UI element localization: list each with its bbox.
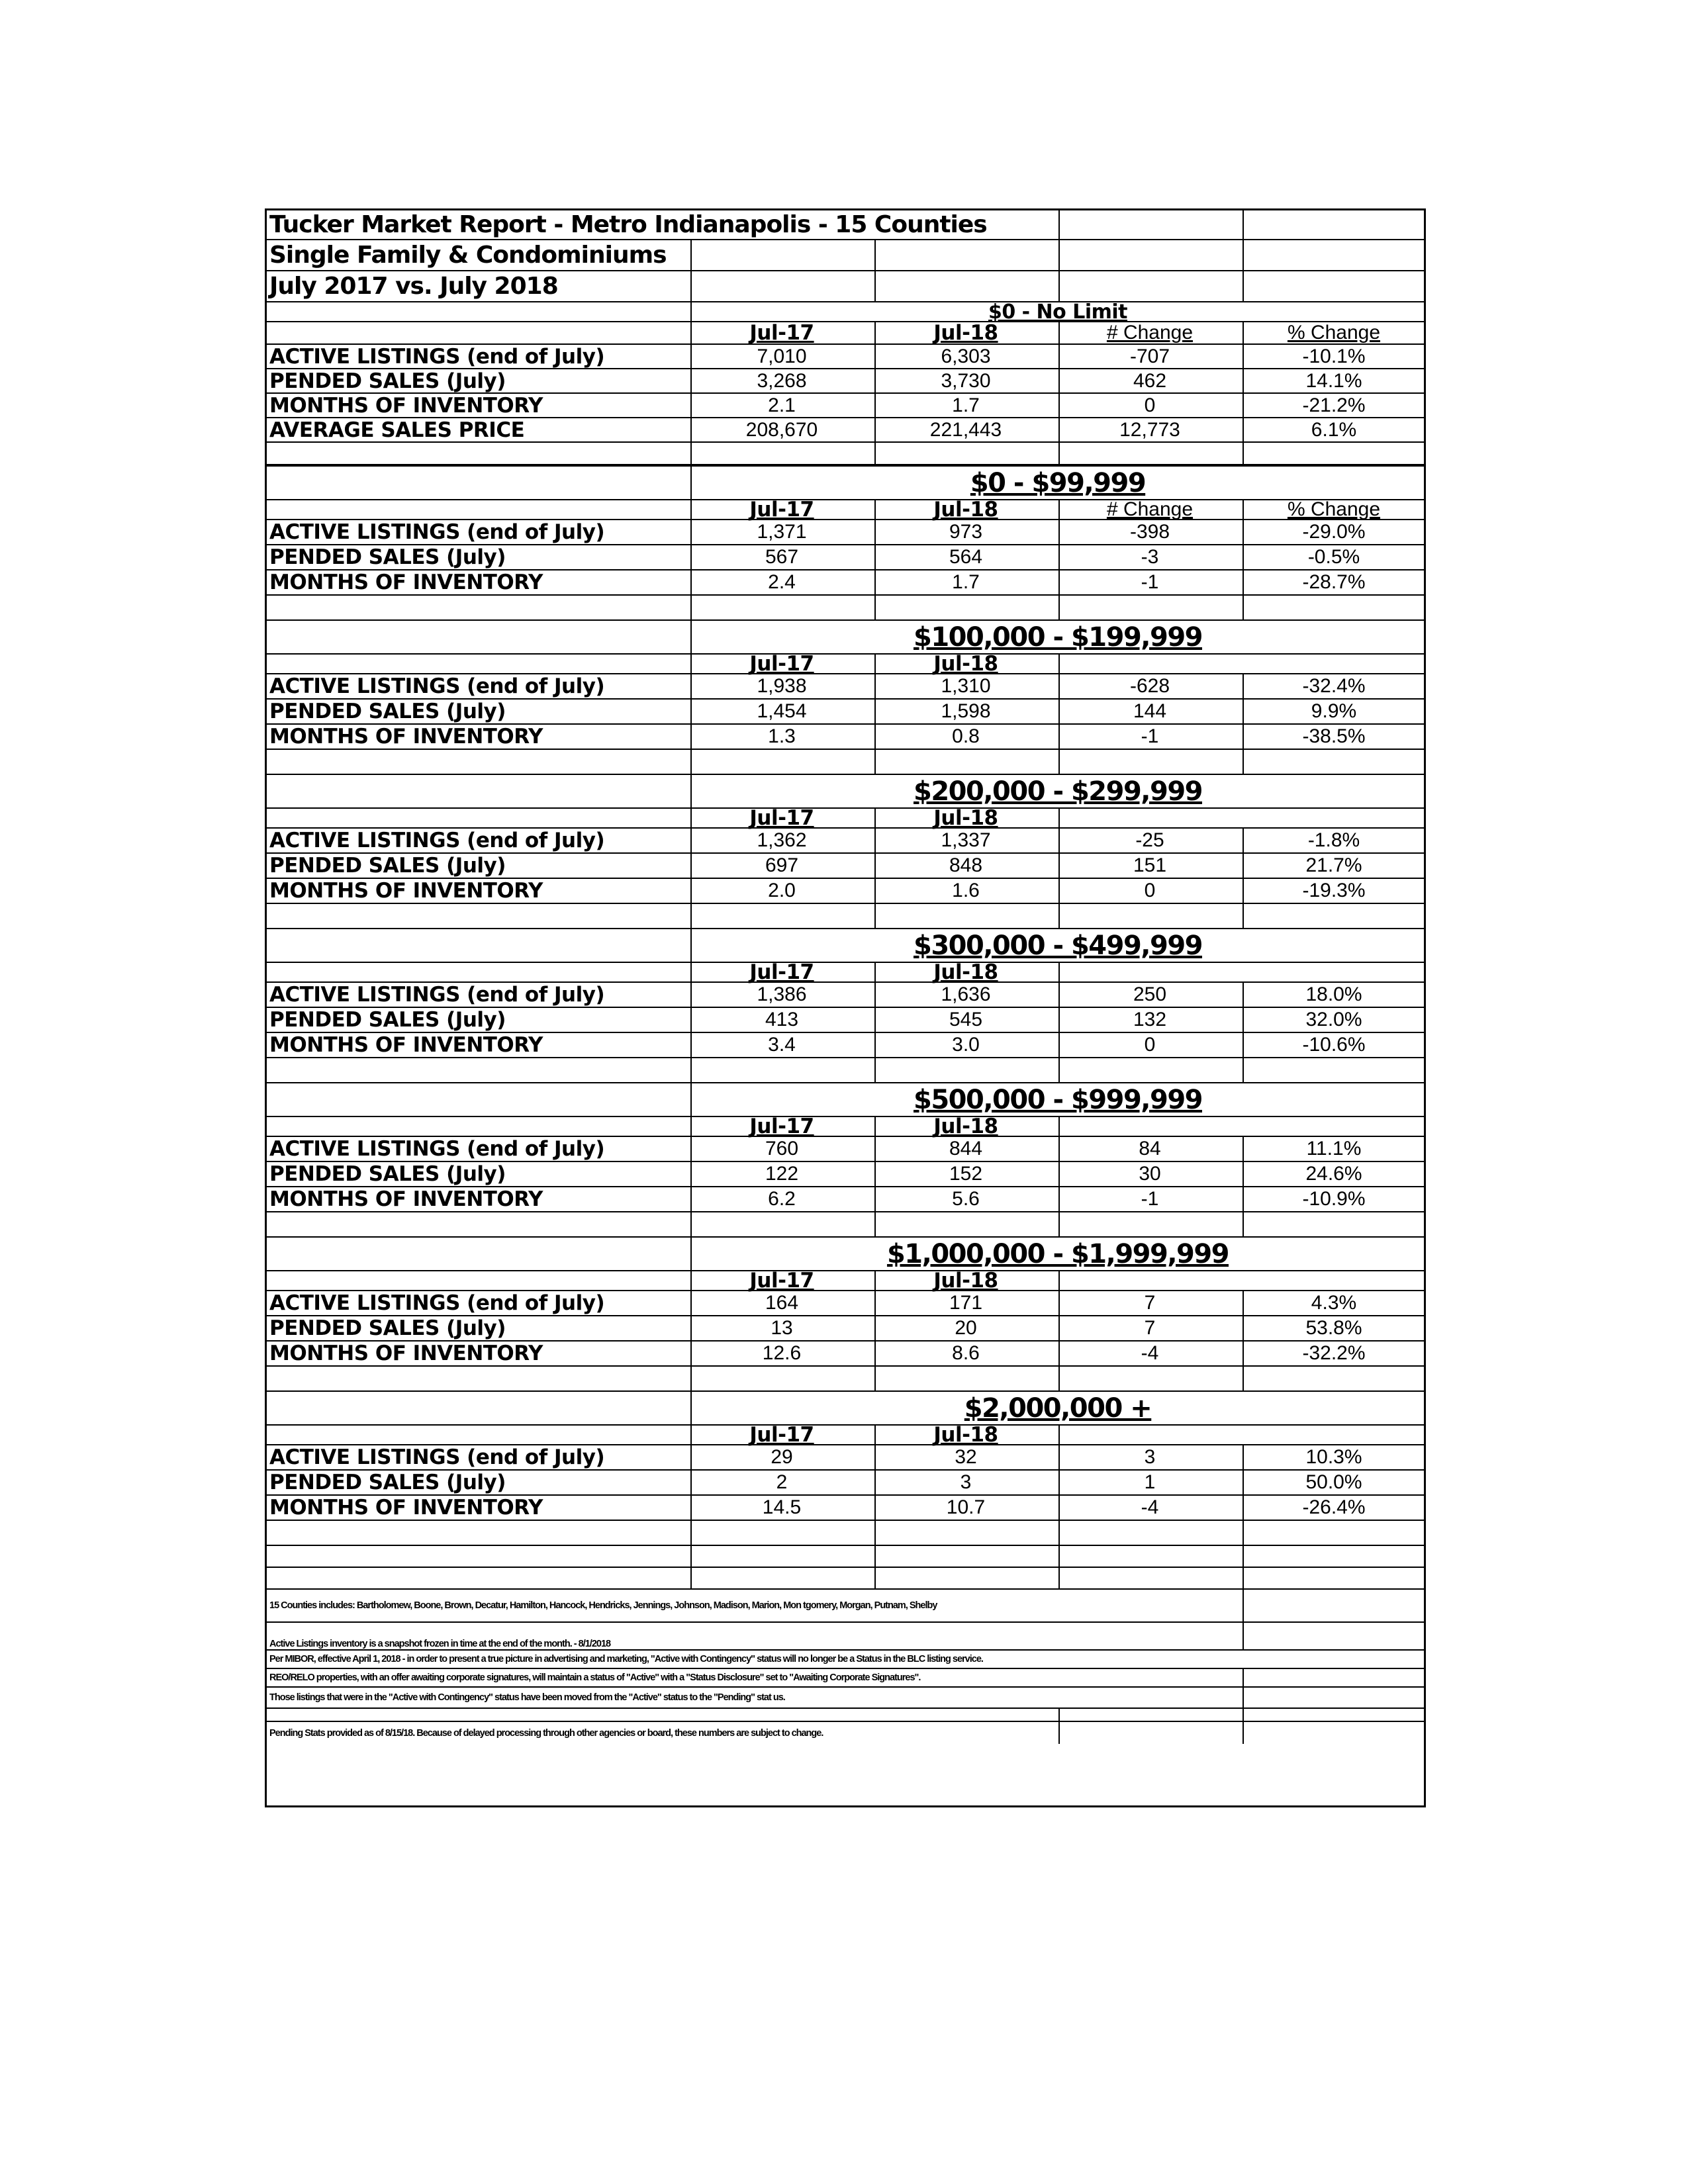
value-jul18: 545 (949, 1009, 983, 1030)
col-header-jul17: Jul-17 (749, 498, 814, 522)
value-jul18: 171 (949, 1292, 983, 1314)
metric-label: PENDED SALES (July) (269, 854, 506, 878)
note-row (267, 1722, 1424, 1744)
value-jul18: 1,598 (941, 700, 991, 722)
grid-line (1058, 1521, 1060, 1545)
col-header-jul17: Jul-17 (749, 960, 814, 984)
value-pct-change: 18.0% (1305, 983, 1362, 1005)
value-jul17: 14.5 (762, 1496, 802, 1518)
metric-label: MONTHS OF INVENTORY (269, 725, 543, 749)
value-jul18: 5.6 (952, 1188, 980, 1210)
col-header-jul18: Jul-18 (933, 321, 998, 345)
value-jul17: 3,268 (757, 369, 807, 392)
value-jul17: 7,010 (757, 345, 807, 367)
value-num-change: 144 (1133, 700, 1167, 722)
metric-label: ACTIVE LISTINGS (end of July) (269, 1445, 605, 1469)
grid-line (1243, 1058, 1244, 1082)
value-jul18: 3.0 (952, 1034, 980, 1056)
value-jul17: 3.4 (768, 1034, 796, 1056)
value-jul17: 13 (771, 1317, 793, 1339)
value-jul18: 6,303 (941, 345, 991, 367)
price-range-heading: $0 - No Limit (988, 300, 1128, 324)
grid-line (1058, 1568, 1060, 1588)
metric-label: PENDED SALES (July) (269, 1008, 506, 1032)
title-row (267, 210, 1424, 240)
col-header-jul18: Jul-18 (933, 1423, 998, 1447)
value-pct-change: 9.9% (1311, 700, 1357, 722)
counties-note: 15 Counties includes: Bartholomew, Boone, Brown, Decatur, Hamilton, Hancock, Hendricks, Jennings, Johnson, Madison, Marion, Mon tgomery, Morgan, Putnam, Shelby (269, 1600, 937, 1611)
metric-label: PENDED SALES (July) (269, 369, 506, 393)
value-pct-change: -32.4% (1302, 675, 1366, 697)
value-num-change: 30 (1139, 1163, 1161, 1185)
data-row (267, 545, 1424, 570)
metric-label: MONTHS OF INVENTORY (269, 570, 543, 594)
value-pct-change: -21.2% (1302, 394, 1366, 416)
grid-line (1243, 210, 1244, 239)
data-row (267, 1496, 1424, 1521)
grid-line (1243, 1709, 1244, 1721)
range-band-row (267, 621, 1424, 655)
value-pct-change: 14.1% (1305, 369, 1362, 392)
value-num-change: 84 (1139, 1138, 1161, 1160)
value-jul18: 0.8 (952, 725, 980, 747)
col-header-jul17: Jul-17 (749, 1269, 814, 1293)
col-header-num-change: # Change (1106, 322, 1194, 343)
column-header-row (267, 1117, 1424, 1137)
col-header-jul18: Jul-18 (933, 806, 998, 830)
value-num-change: -1 (1141, 1188, 1159, 1210)
snapshot-note: Active Listings inventory is a snapshot frozen in time at the end of the month. - 8/1/2018 (269, 1639, 611, 1649)
spacer-row (267, 443, 1424, 467)
market-report-sheet (265, 208, 1426, 1807)
grid-line (1058, 1058, 1060, 1082)
note-row (267, 1651, 1424, 1669)
grid-line (874, 1367, 876, 1390)
value-num-change: -3 (1141, 546, 1159, 568)
grid-line (690, 1367, 692, 1390)
spacer-row (267, 1709, 1424, 1722)
value-num-change: -25 (1135, 829, 1164, 851)
metric-label: ACTIVE LISTINGS (end of July) (269, 829, 605, 852)
value-jul17: 208,670 (745, 418, 818, 441)
data-row (267, 983, 1424, 1008)
data-row (267, 345, 1424, 369)
title-row (267, 271, 1424, 302)
grid-line (1243, 1568, 1244, 1588)
range-band-row (267, 302, 1424, 322)
grid-line (1058, 904, 1060, 928)
grid-line (1243, 1367, 1244, 1390)
value-pct-change: 32.0% (1305, 1009, 1362, 1030)
grid-line (1243, 596, 1244, 619)
col-header-pct-change: % Change (1287, 498, 1381, 520)
grid-line (690, 443, 692, 464)
price-range-heading: $500,000 - $999,999 (914, 1084, 1202, 1115)
grid-line (1243, 271, 1244, 301)
value-pct-change: -10.6% (1302, 1034, 1366, 1056)
value-jul17: 29 (771, 1446, 793, 1468)
data-row (267, 700, 1424, 725)
title-row (267, 240, 1424, 271)
value-pct-change: 24.6% (1305, 1163, 1362, 1185)
grid-line (1243, 1212, 1244, 1236)
note-row (267, 1688, 1424, 1709)
spacer-row (267, 1568, 1424, 1590)
grid-line (1243, 904, 1244, 928)
column-header-row (267, 322, 1424, 345)
price-range-heading: $100,000 - $199,999 (914, 621, 1202, 653)
value-num-change: -4 (1141, 1342, 1159, 1364)
value-num-change: -707 (1129, 345, 1170, 367)
spacer-row (267, 1058, 1424, 1083)
spacer-row (267, 904, 1424, 929)
value-jul17: 697 (765, 854, 799, 876)
value-jul18: 1.7 (952, 571, 980, 593)
value-jul18: 152 (949, 1163, 983, 1185)
metric-label: MONTHS OF INVENTORY (269, 1187, 543, 1211)
grid-line (690, 1521, 692, 1545)
grid-line (1058, 750, 1060, 774)
range-band-row (267, 1392, 1424, 1426)
value-jul18: 844 (949, 1138, 983, 1160)
value-num-change: 0 (1144, 394, 1156, 416)
data-row (267, 1162, 1424, 1187)
grid-line (1243, 750, 1244, 774)
value-jul18: 564 (949, 546, 983, 568)
metric-label: PENDED SALES (July) (269, 700, 506, 723)
column-header-row (267, 960, 1424, 984)
range-band-row (267, 929, 1424, 963)
value-jul17: 1,454 (757, 700, 807, 722)
grid-line (874, 1568, 876, 1588)
spacer-row (267, 1546, 1424, 1568)
data-row (267, 369, 1424, 394)
grid-line (874, 1546, 876, 1567)
data-row (267, 570, 1424, 596)
value-pct-change: -10.1% (1302, 345, 1366, 367)
range-band-row (267, 467, 1424, 500)
data-row (267, 520, 1424, 545)
reo-relo-note: REO/RELO properties, with an offer awaiting corporate signatures, will maintain a status of "Active" with a "Status Disclosure" set to "Awaiting Corporate Signatures". (269, 1672, 921, 1683)
value-jul18: 1,310 (941, 675, 991, 697)
column-header-row (267, 1423, 1424, 1447)
value-pct-change: -26.4% (1302, 1496, 1366, 1518)
col-header-num-change: # Change (1106, 498, 1194, 520)
data-row (267, 394, 1424, 418)
metric-label: AVERAGE SALES PRICE (269, 418, 525, 442)
data-row (267, 1008, 1424, 1033)
value-pct-change: -28.7% (1302, 571, 1366, 593)
value-jul18: 3 (960, 1471, 972, 1493)
col-header-jul18: Jul-18 (933, 652, 998, 676)
value-num-change: 0 (1144, 880, 1156, 901)
value-num-change: 1 (1144, 1471, 1156, 1493)
data-row (267, 1033, 1424, 1058)
range-band-row (267, 1083, 1424, 1117)
value-jul17: 2.4 (768, 571, 796, 593)
range-band-row (267, 775, 1424, 809)
col-header-jul17: Jul-17 (749, 806, 814, 830)
grid-line (874, 1521, 876, 1545)
grid-line (690, 1546, 692, 1567)
value-jul17: 164 (765, 1292, 799, 1314)
metric-label: ACTIVE LISTINGS (end of July) (269, 674, 605, 698)
grid-line (1243, 240, 1244, 270)
value-jul18: 1,636 (941, 983, 991, 1005)
value-jul18: 32 (955, 1446, 977, 1468)
metric-label: ACTIVE LISTINGS (end of July) (269, 983, 605, 1007)
spacer-row (267, 1521, 1424, 1546)
grid-line (1058, 210, 1060, 239)
price-range-heading: $1,000,000 - $1,999,999 (886, 1238, 1229, 1269)
report-subtitle: Single Family & Condominiums (269, 242, 667, 269)
price-range-heading: $300,000 - $499,999 (914, 930, 1202, 961)
value-num-change: 12,773 (1119, 418, 1180, 441)
price-range-heading: $2,000,000 + (964, 1392, 1152, 1424)
value-jul17: 12.6 (762, 1342, 802, 1364)
value-jul17: 413 (765, 1009, 799, 1030)
grid-line (1058, 1271, 1060, 1290)
value-pct-change: 6.1% (1311, 418, 1357, 441)
report-title: Tucker Market Report - Metro Indianapolis - 15 Counties (269, 211, 987, 238)
metric-label: ACTIVE LISTINGS (end of July) (269, 520, 605, 544)
column-header-row (267, 806, 1424, 830)
grid-line (1243, 443, 1244, 464)
value-pct-change: -0.5% (1307, 546, 1360, 568)
note-row (267, 1590, 1424, 1623)
grid-line (1058, 1212, 1060, 1236)
grid-line (1058, 596, 1060, 619)
value-num-change: -628 (1129, 675, 1170, 697)
value-jul17: 1,371 (757, 521, 807, 543)
pending-stats-note: Pending Stats provided as of 8/15/18. Because of delayed processing through other agencies or board, these numbers are subject to change. (269, 1727, 823, 1739)
value-pct-change: -38.5% (1302, 725, 1366, 747)
metric-label: MONTHS OF INVENTORY (269, 1033, 543, 1057)
col-header-jul18: Jul-18 (933, 1269, 998, 1293)
col-header-jul18: Jul-18 (933, 498, 998, 522)
grid-line (874, 1058, 876, 1082)
data-row (267, 1137, 1424, 1162)
value-jul18: 8.6 (952, 1342, 980, 1364)
value-num-change: 3 (1144, 1446, 1156, 1468)
spacer-row (267, 596, 1424, 621)
value-jul18: 3,730 (941, 369, 991, 392)
grid-line (690, 904, 692, 928)
col-header-jul17: Jul-17 (749, 321, 814, 345)
value-num-change: 7 (1144, 1292, 1156, 1314)
data-row (267, 1471, 1424, 1496)
metric-label: PENDED SALES (July) (269, 1162, 506, 1186)
metric-label: ACTIVE LISTINGS (end of July) (269, 1137, 605, 1161)
spacer-row (267, 750, 1424, 775)
value-num-change: 151 (1133, 854, 1167, 876)
grid-line (1058, 1367, 1060, 1390)
value-jul18: 973 (949, 521, 983, 543)
grid-line (1058, 271, 1060, 301)
column-header-row (267, 1271, 1424, 1291)
grid-line (1058, 1709, 1060, 1721)
range-band-row (267, 1238, 1424, 1271)
value-jul18: 848 (949, 854, 983, 876)
grid-line (874, 1212, 876, 1236)
value-jul17: 2 (776, 1471, 788, 1493)
grid-line (1058, 1546, 1060, 1567)
spacer-row (267, 1367, 1424, 1392)
grid-line (1058, 1117, 1060, 1136)
value-pct-change: 50.0% (1305, 1471, 1362, 1493)
metric-label: PENDED SALES (July) (269, 1471, 506, 1494)
value-pct-change: 10.3% (1305, 1446, 1362, 1468)
data-row (267, 725, 1424, 750)
value-num-change: 7 (1144, 1317, 1156, 1339)
value-num-change: -1 (1141, 571, 1159, 593)
value-pct-change: 11.1% (1306, 1138, 1362, 1160)
col-header-jul18: Jul-18 (933, 960, 998, 984)
value-jul17: 567 (765, 546, 799, 568)
grid-line (1058, 963, 1060, 981)
value-jul18: 10.7 (946, 1496, 986, 1518)
grid-line (1243, 1521, 1244, 1545)
metric-label: MONTHS OF INVENTORY (269, 393, 543, 418)
grid-line (874, 904, 876, 928)
value-jul17: 1,362 (757, 829, 807, 851)
value-jul17: 6.2 (768, 1188, 796, 1210)
value-jul18: 1.6 (952, 880, 980, 901)
value-jul18: 20 (955, 1317, 977, 1339)
value-num-change: 250 (1133, 983, 1167, 1005)
value-jul18: 1,337 (941, 829, 991, 851)
data-row (267, 674, 1424, 700)
value-pct-change: 53.8% (1305, 1317, 1362, 1339)
grid-line (690, 1058, 692, 1082)
grid-line (1058, 655, 1060, 673)
value-pct-change: 21.7% (1305, 854, 1362, 876)
value-jul17: 1,386 (757, 983, 807, 1005)
value-pct-change: 4.3% (1311, 1292, 1357, 1314)
grid-line (1058, 443, 1060, 464)
col-header-jul17: Jul-17 (749, 1115, 814, 1138)
value-num-change: 462 (1133, 369, 1167, 392)
grid-line (1058, 1426, 1060, 1444)
note-row (267, 1623, 1424, 1651)
value-jul17: 1,938 (757, 675, 807, 697)
value-jul17: 2.0 (768, 880, 796, 901)
value-num-change: 0 (1144, 1034, 1156, 1056)
grid-line (1058, 240, 1060, 270)
grid-line (690, 1568, 692, 1588)
report-period: July 2017 vs. July 2018 (269, 273, 558, 300)
col-header-jul17: Jul-17 (749, 1423, 814, 1447)
column-header-row (267, 652, 1424, 676)
value-pct-change: -19.3% (1302, 880, 1366, 901)
value-jul18: 1.7 (952, 394, 980, 416)
value-jul17: 122 (765, 1163, 799, 1185)
metric-label: MONTHS OF INVENTORY (269, 1496, 543, 1520)
data-row (267, 418, 1424, 443)
value-num-change: -1 (1141, 725, 1159, 747)
price-range-heading: $200,000 - $299,999 (914, 776, 1202, 807)
metric-label: ACTIVE LISTINGS (end of July) (269, 1291, 605, 1315)
value-jul17: 2.1 (768, 394, 796, 416)
data-row (267, 1291, 1424, 1316)
metric-label: MONTHS OF INVENTORY (269, 1342, 543, 1365)
col-header-jul17: Jul-17 (749, 652, 814, 676)
column-header-row (267, 500, 1424, 520)
data-row (267, 1342, 1424, 1367)
price-range-heading: $0 - $99,999 (970, 467, 1146, 498)
value-jul17: 760 (765, 1138, 799, 1160)
value-num-change: -398 (1129, 521, 1170, 543)
data-row (267, 1187, 1424, 1212)
metric-label: PENDED SALES (July) (269, 1316, 506, 1340)
data-row (267, 1316, 1424, 1342)
data-row (267, 854, 1424, 879)
mibor-note: Per MIBOR, effective April 1, 2018 - in order to present a true picture in advertising and marketing, "Active with Contingency" status will no longer be a Status in the BLC listing service. (269, 1654, 983, 1664)
grid-line (874, 596, 876, 619)
value-jul18: 221,443 (929, 418, 1002, 441)
value-pct-change: -29.0% (1302, 521, 1366, 543)
metric-label: PENDED SALES (July) (269, 545, 506, 569)
data-row (267, 1445, 1424, 1471)
value-pct-change: -1.8% (1307, 829, 1360, 851)
col-header-pct-change: % Change (1287, 322, 1381, 343)
value-num-change: -4 (1141, 1496, 1159, 1518)
value-pct-change: -10.9% (1302, 1188, 1366, 1210)
metric-label: ACTIVE LISTINGS (end of July) (269, 344, 605, 369)
grid-line (690, 1212, 692, 1236)
grid-line (690, 750, 692, 774)
spacer-row (267, 1212, 1424, 1238)
data-row (267, 829, 1424, 854)
data-row (267, 879, 1424, 904)
metric-label: MONTHS OF INVENTORY (269, 879, 543, 903)
value-pct-change: -32.2% (1302, 1342, 1366, 1364)
contingency-moved-note: Those listings that were in the "Active with Contingency" status have been moved from the "Active" status to the "Pending" stat us. (269, 1692, 785, 1703)
grid-line (874, 443, 876, 464)
grid-line (874, 750, 876, 774)
grid-line (1243, 1546, 1244, 1567)
col-header-jul18: Jul-18 (933, 1115, 998, 1138)
note-row (267, 1669, 1424, 1688)
value-num-change: 132 (1133, 1009, 1167, 1030)
grid-line (1058, 809, 1060, 827)
value-jul17: 1.3 (768, 725, 796, 747)
grid-line (690, 596, 692, 619)
